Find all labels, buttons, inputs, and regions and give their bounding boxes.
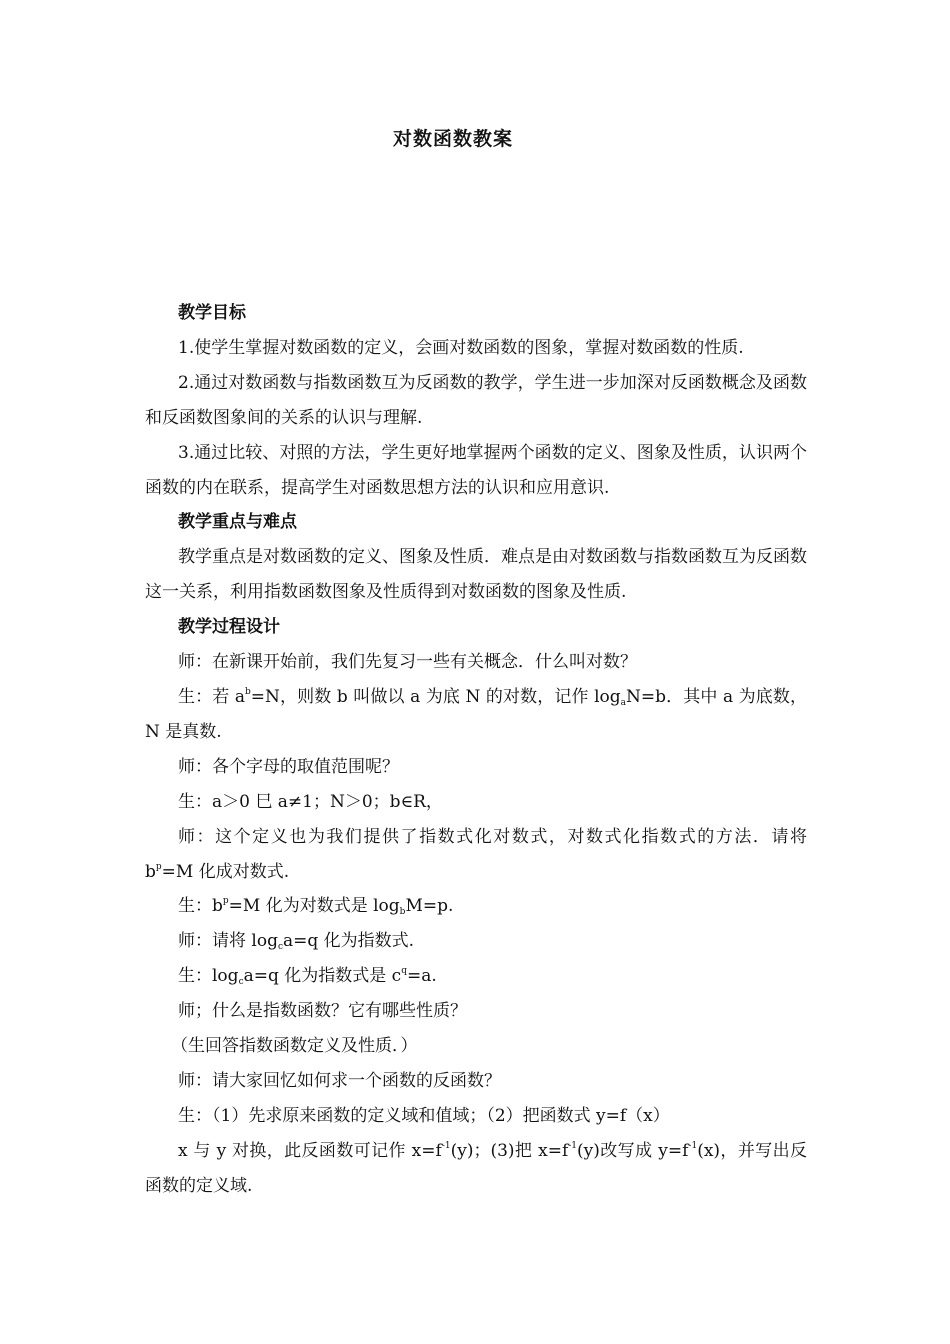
section-heading-key-points: 教学重点与难点: [178, 512, 297, 533]
dialogue-line: x 与 y 对换，此反函数可记作 $x=f^{-1}(y)$；(3)把 $x=f^{-1}(y)$改写成 $y=f^{-1}(x)$，并写出反函数的定义域.: [145, 1140, 807, 1196]
section-heading-process: 教学过程设计: [178, 617, 280, 638]
section-heading-objectives: 教学目标: [178, 303, 246, 323]
page-title: 对数函数教案: [392, 128, 513, 150]
document-body: [145, 296, 807, 1204]
objective-3: 3.通过比较、对照的方法，学生更好地掌握两个函数的定义、图象及性质，认识两个函数的内在联系，提高学生对函数思想方法的认识和应用意识.: [145, 442, 807, 498]
key-points-paragraph: 教学重点是对数函数的定义、图象及性质．难点是由对数函数与指数函数互为反函数这一关系，利用指数函数图象及性质得到对数函数的图象及性质.: [145, 547, 807, 603]
dialogue-line: 师：请将 $\log_ca=q$ 化为指数式.: [178, 931, 415, 953]
dialogue-line: 师；什么是指数函数？它有哪些性质？: [178, 1001, 467, 1022]
dialogue-line: 生：若 $a^b=N$，则数 b 叫做以 a 为底 N 的对数，记作 $\log_aN=b$．其中 a 为底数，N 是真数.: [145, 686, 807, 742]
objective-2: 2.通过对数函数与指数函数互为反函数的教学，学生进一步加深对反函数概念及函数和反函数图象间的关系的认识与理解.: [145, 372, 807, 428]
dialogue-line: （生回答指数函数定义及性质．）: [171, 1036, 418, 1057]
dialogue-line: 师：在新课开始前，我们先复习一些有关概念．什么叫对数？: [178, 652, 637, 673]
dialogue-line: 生：$b^p=M$ 化为对数式是 $\log_bM=p$.: [178, 896, 454, 918]
dialogue-line: 生：$\log_ca=q$ 化为指数式是 $c^q=a$.: [178, 966, 437, 988]
dialogue-line: 生：a＞0 巳 a≠1；N＞0；b∈R，: [178, 791, 443, 812]
objective-1: 1.使学生掌握对数函数的定义，会画对数函数的图象，掌握对数函数的性质.: [178, 337, 744, 358]
dialogue-line: 师：这个定义也为我们提供了指数式化对数式，对数式化指数式的方法．请将 $b^p=M$ 化成对数式.: [145, 826, 807, 882]
dialogue-line: 师：各个字母的取值范围呢？: [178, 756, 399, 777]
dialogue-line: 生：（1）先求原来函数的定义域和值域；（2）把函数式 y=f（x）: [178, 1105, 670, 1126]
dialogue-line: 师：请大家回忆如何求一个函数的反函数？: [178, 1070, 501, 1091]
